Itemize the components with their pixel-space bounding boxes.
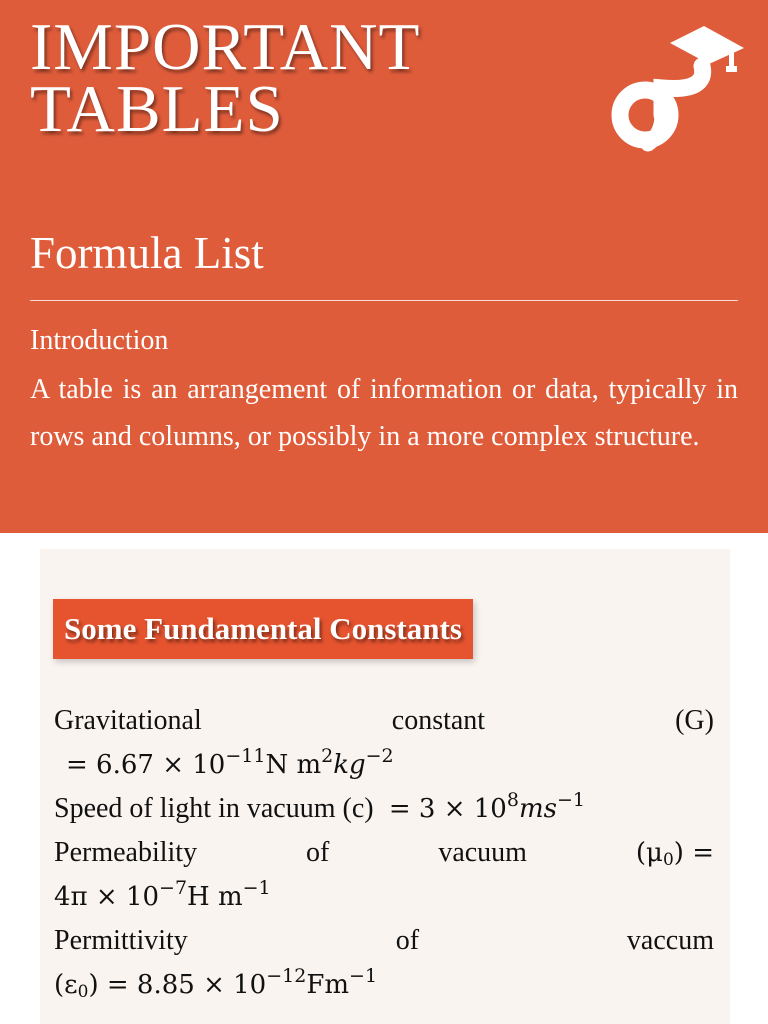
gravitational-unit-exp: 2 <box>321 745 334 767</box>
permittivity-unit: Fm <box>306 970 350 1000</box>
gravitational-unit2-exp: −2 <box>365 745 394 767</box>
permeability-vacuum: vacuum <box>438 837 527 868</box>
permeability-value: 4π × 10 <box>54 882 160 912</box>
permeability-unit: H m <box>187 882 243 912</box>
gravitational-label-row <box>54 699 714 743</box>
intro-heading: Introduction <box>30 325 169 356</box>
constants-card <box>40 549 730 1024</box>
permittivity-word: Permittivity <box>54 925 188 956</box>
gravitational-exp: −11 <box>225 745 266 767</box>
permittivity-value: 8.85 × 10 <box>136 970 267 1000</box>
light-exp: 8 <box>506 789 519 811</box>
permeability-exp: −7 <box>159 877 188 899</box>
permittivity-unit-exp: −1 <box>349 965 378 987</box>
permeability-unit-exp: −1 <box>242 877 271 899</box>
formula-list <box>54 699 714 1007</box>
light-value: = 3 × 10 <box>388 794 507 824</box>
gravitational-word: Gravitational <box>54 705 202 736</box>
permeability-word: Permeability <box>54 837 198 868</box>
light-label: Speed of light in vacuum (c) <box>54 793 374 824</box>
permeability-value-row <box>54 875 714 919</box>
gravitational-unit: N m <box>265 750 322 780</box>
gravitational-value: = 6.67 × 10 <box>66 750 226 780</box>
title-line-2: TABLES <box>30 72 284 146</box>
light-unit-exp: −1 <box>556 789 585 811</box>
gravitational-symbol: (G) <box>675 705 714 736</box>
permeability-label-row <box>54 831 714 875</box>
section-title: Some Fundamental Constants <box>53 599 473 659</box>
constant-word: constant <box>391 705 486 736</box>
light-row <box>54 787 714 831</box>
gravitational-unit2: kg <box>333 750 366 780</box>
title-line-1: IMPORTANT <box>30 10 421 84</box>
permittivity-symbol: $(\varepsilon_0)$ = <box>54 970 129 1002</box>
permittivity-label-row <box>54 919 714 963</box>
graduation-cap-note-logo-icon <box>608 26 746 152</box>
permittivity-vaccum: vaccum <box>626 925 714 956</box>
permittivity-exp: −12 <box>266 965 307 987</box>
page-title <box>30 10 570 146</box>
permittivity-value-row <box>54 963 714 1007</box>
gravitational-value-row <box>54 743 714 787</box>
permeability-symbol: $(\mu_0)$ = <box>635 838 714 870</box>
permeability-of: of <box>306 837 330 868</box>
subtitle: Formula List <box>30 228 264 278</box>
light-unit: ms <box>518 794 557 824</box>
intro-text: A table is an arrangement of information or data, typically in rows and columns, or possibly in a more complex structure. <box>30 374 738 452</box>
divider <box>30 300 738 301</box>
permittivity-of: of <box>395 925 420 956</box>
